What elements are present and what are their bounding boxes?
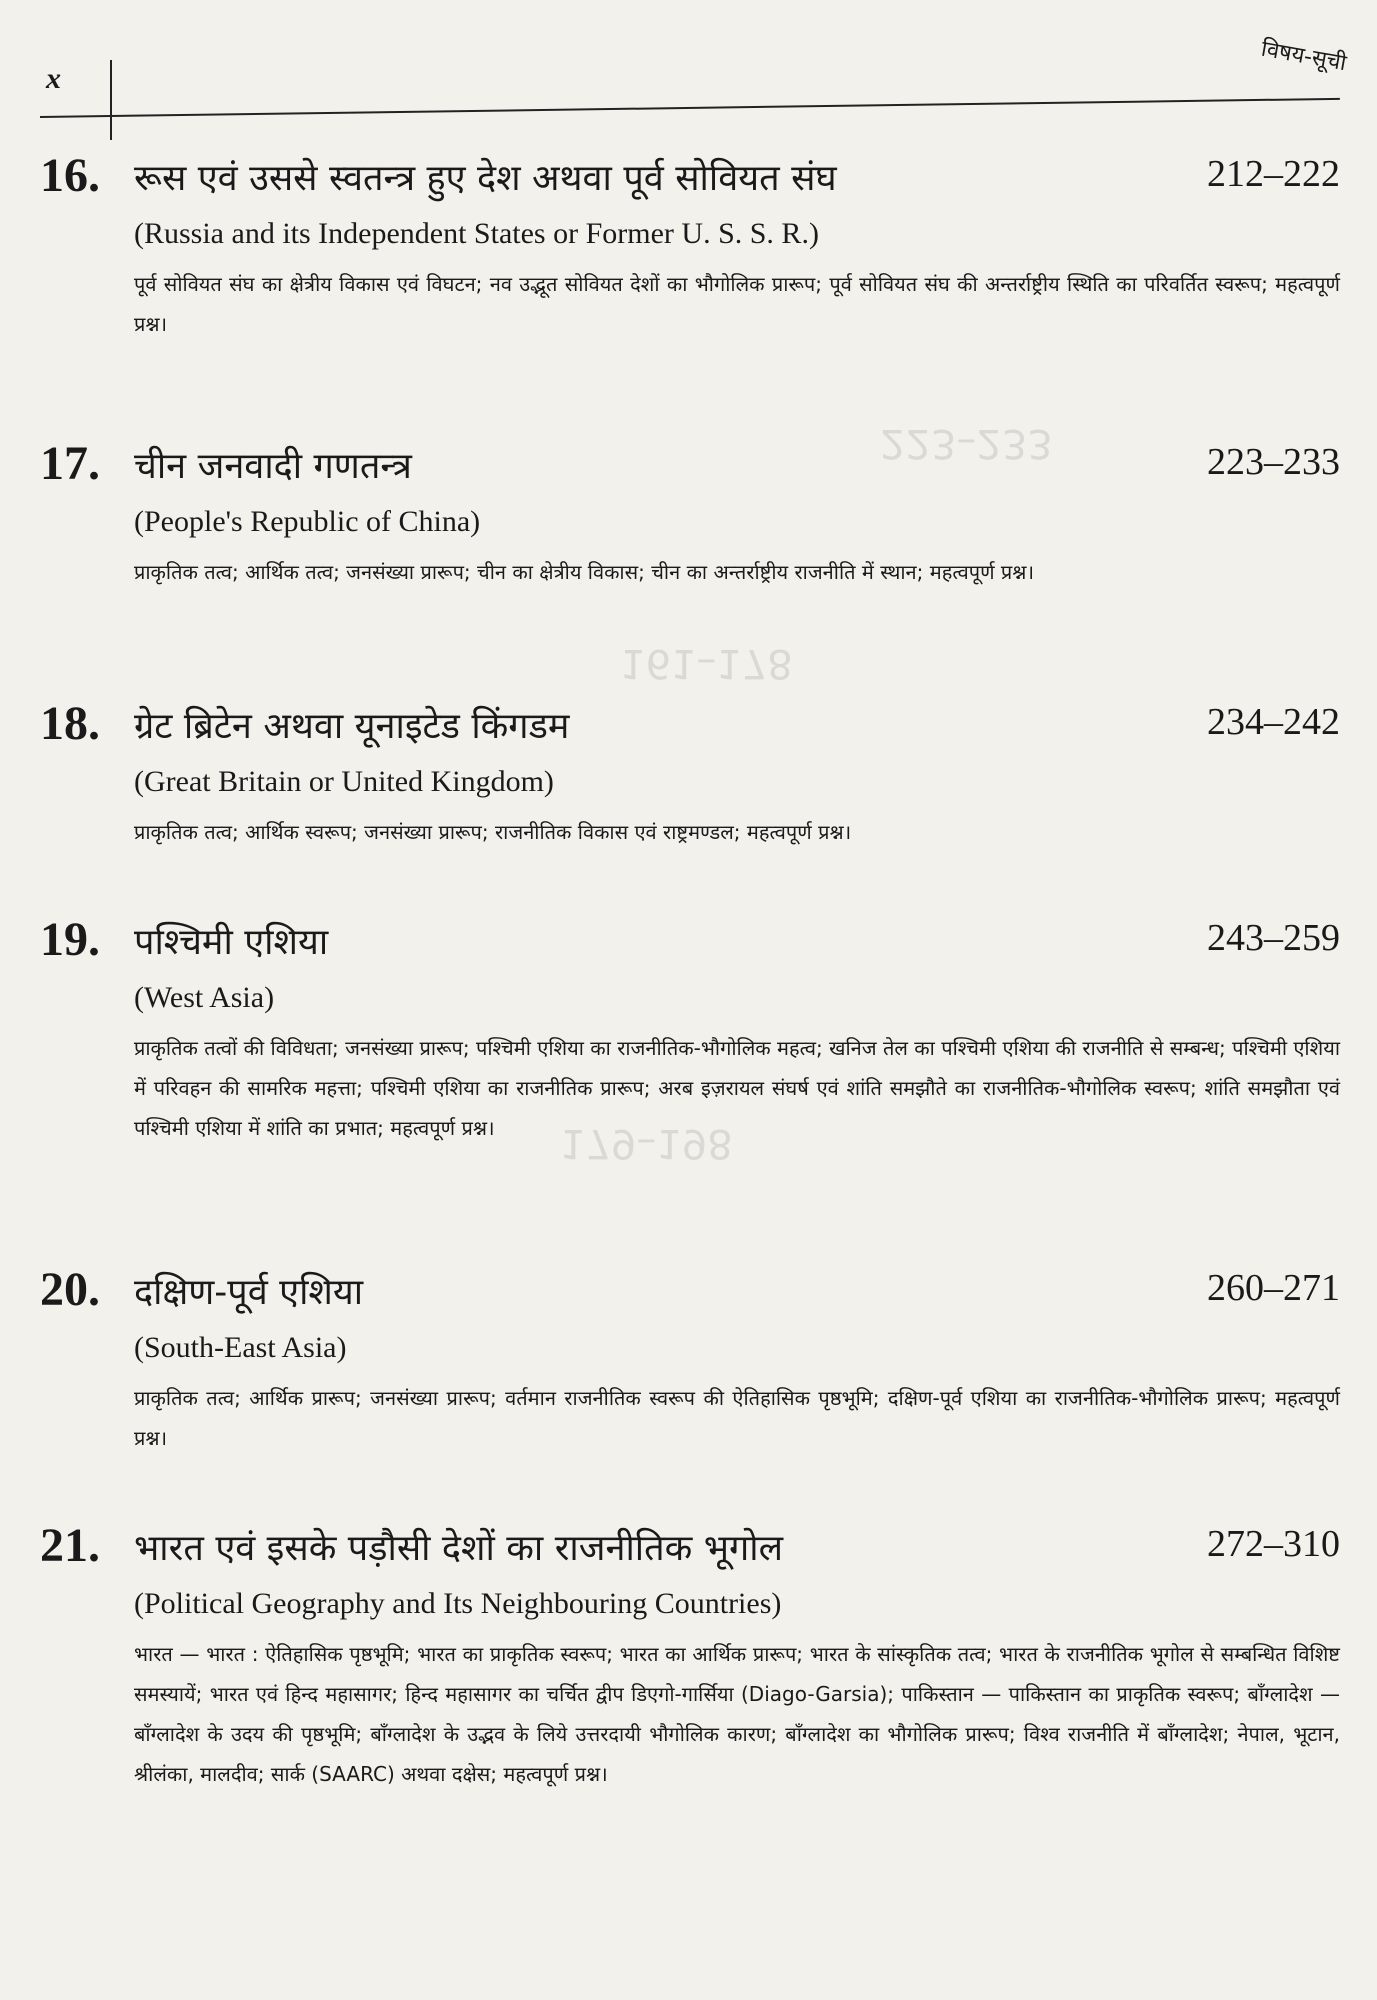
header-vertical-rule [110,60,112,140]
show-through-text: 179–198 [560,1120,733,1166]
chapter-number: 20. [40,1263,100,1316]
chapter-title: चीन जनवादी गणतन्त्र [134,446,412,487]
toc-entry [40,1262,1340,1458]
chapter-english-title: (Great Britain or United Kingdom) [134,765,554,798]
toc-entry [40,436,1340,592]
chapter-english-title: (People's Republic of China) [134,505,481,538]
chapter-summary: भारत — भारत : ऐतिहासिक पृष्ठभूमि; भारत का प्राकृतिक स्वरूप; भारत का आर्थिक प्रारूप; भारत के सांस्कृतिक तत्व; भारत के राजनीतिक भूगोल से सम्बन्धित विशिष्ट समस्यायें; भारत एवं हिन्द महासागर; हिन्द महासागर का चर्चित द्वीप डिएगो-गार्सिया (Diago-Garsia); पाकिस्तान — पाकिस्तान का प्राकृतिक स्वरूप; बाँग्लादेश — बाँग्लादेश के उदय की पृष्ठभूमि; बाँग्लादेश के उद्भव के लिये उत्तरदायी भौगोलिक कारण; बाँग्लादेश का भौगोलिक प्रारूप; विश्व राजनीति में बाँग्लादेश; नेपाल, भूटान, श्रीलंका, मालदीव; सार्क (SAARC) अथवा दक्षेस; महत्वपूर्ण प्रश्न। [134,1642,1340,1786]
show-through-text: 161–178 [620,640,793,686]
chapter-number: 16. [40,149,100,202]
chapter-pages: 243–259 [1207,917,1340,959]
chapter-english-title: (Political Geography and Its Neighbouring Countries) [134,1587,782,1620]
chapter-pages: 260–271 [1207,1267,1340,1309]
chapter-summary: प्राकृतिक तत्व; आर्थिक तत्व; जनसंख्या प्रारूप; चीन का क्षेत्रीय विकास; चीन का अन्तर्राष्ट्रीय राजनीति में स्थान; महत्वपूर्ण प्रश्न। [134,560,1035,584]
chapter-summary: प्राकृतिक तत्वों की विविधता; जनसंख्या प्रारूप; पश्चिमी एशिया का राजनीतिक-भौगोलिक महत्व; खनिज तेल का पश्चिमी एशिया की राजनीति से सम्बन्ध; पश्चिमी एशिया में परिवहन की सामरिक महत्ता; पश्चिमी एशिया का राजनीतिक प्रारूप; अरब इज़रायल संघर्ष एवं शांति समझौते का राजनीतिक-भौगोलिक स्वरूप; शांति समझौता एवं पश्चिमी एशिया में शांति का प्रभात; महत्वपूर्ण प्रश्न। [134,1036,1340,1140]
toc-entry [40,912,1340,1148]
chapter-title: रूस एवं उससे स्वतन्त्र हुए देश अथवा पूर्व सोवियत संघ [134,158,837,199]
chapter-pages: 212–222 [1207,153,1340,195]
page-folio: x [46,62,61,95]
chapter-pages: 223–233 [1207,441,1340,483]
chapter-number: 17. [40,437,100,490]
chapter-english-title: (South-East Asia) [134,1331,347,1364]
chapter-summary: प्राकृतिक तत्व; आर्थिक प्रारूप; जनसंख्या प्रारूप; वर्तमान राजनीतिक स्वरूप की ऐतिहासिक पृष्ठभूमि; दक्षिण-पूर्व एशिया का राजनीतिक-भौगोलिक प्रारूप; महत्वपूर्ण प्रश्न। [134,1386,1340,1450]
running-head: विषय-सूची [1259,36,1349,77]
chapter-english-title: (Russia and its Independent States or Former U. S. S. R.) [134,217,819,250]
chapter-title: दक्षिण-पूर्व एशिया [134,1272,364,1313]
chapter-title: पश्चिमी एशिया [134,922,329,963]
chapter-number: 19. [40,913,100,966]
toc-entry [40,1518,1340,1794]
chapter-summary: प्राकृतिक तत्व; आर्थिक स्वरूप; जनसंख्या प्रारूप; राजनीतिक विकास एवं राष्ट्रमण्डल; महत्वपूर्ण प्रश्न। [134,820,852,844]
header-rule [40,98,1340,118]
chapter-title: ग्रेट ब्रिटेन अथवा यूनाइटेड किंगडम [134,706,570,747]
chapter-title: भारत एवं इसके पड़ौसी देशों का राजनीतिक भूगोल [134,1528,784,1569]
chapter-pages: 272–310 [1207,1523,1340,1565]
chapter-number: 18. [40,697,100,750]
chapter-summary: पूर्व सोवियत संघ का क्षेत्रीय विकास एवं विघटन; नव उद्भूत सोवियत देशों का भौगोलिक प्रारूप; पूर्व सोवियत संघ की अन्तर्राष्ट्रीय स्थिति का परिवर्तित स्वरूप; महत्वपूर्ण प्रश्न। [134,272,1340,336]
chapter-number: 21. [40,1519,100,1572]
toc-entry [40,696,1340,852]
chapter-english-title: (West Asia) [134,981,275,1014]
toc-entry [40,148,1340,344]
chapter-pages: 234–242 [1207,701,1340,743]
show-through-text: 223–233 [880,420,1053,466]
